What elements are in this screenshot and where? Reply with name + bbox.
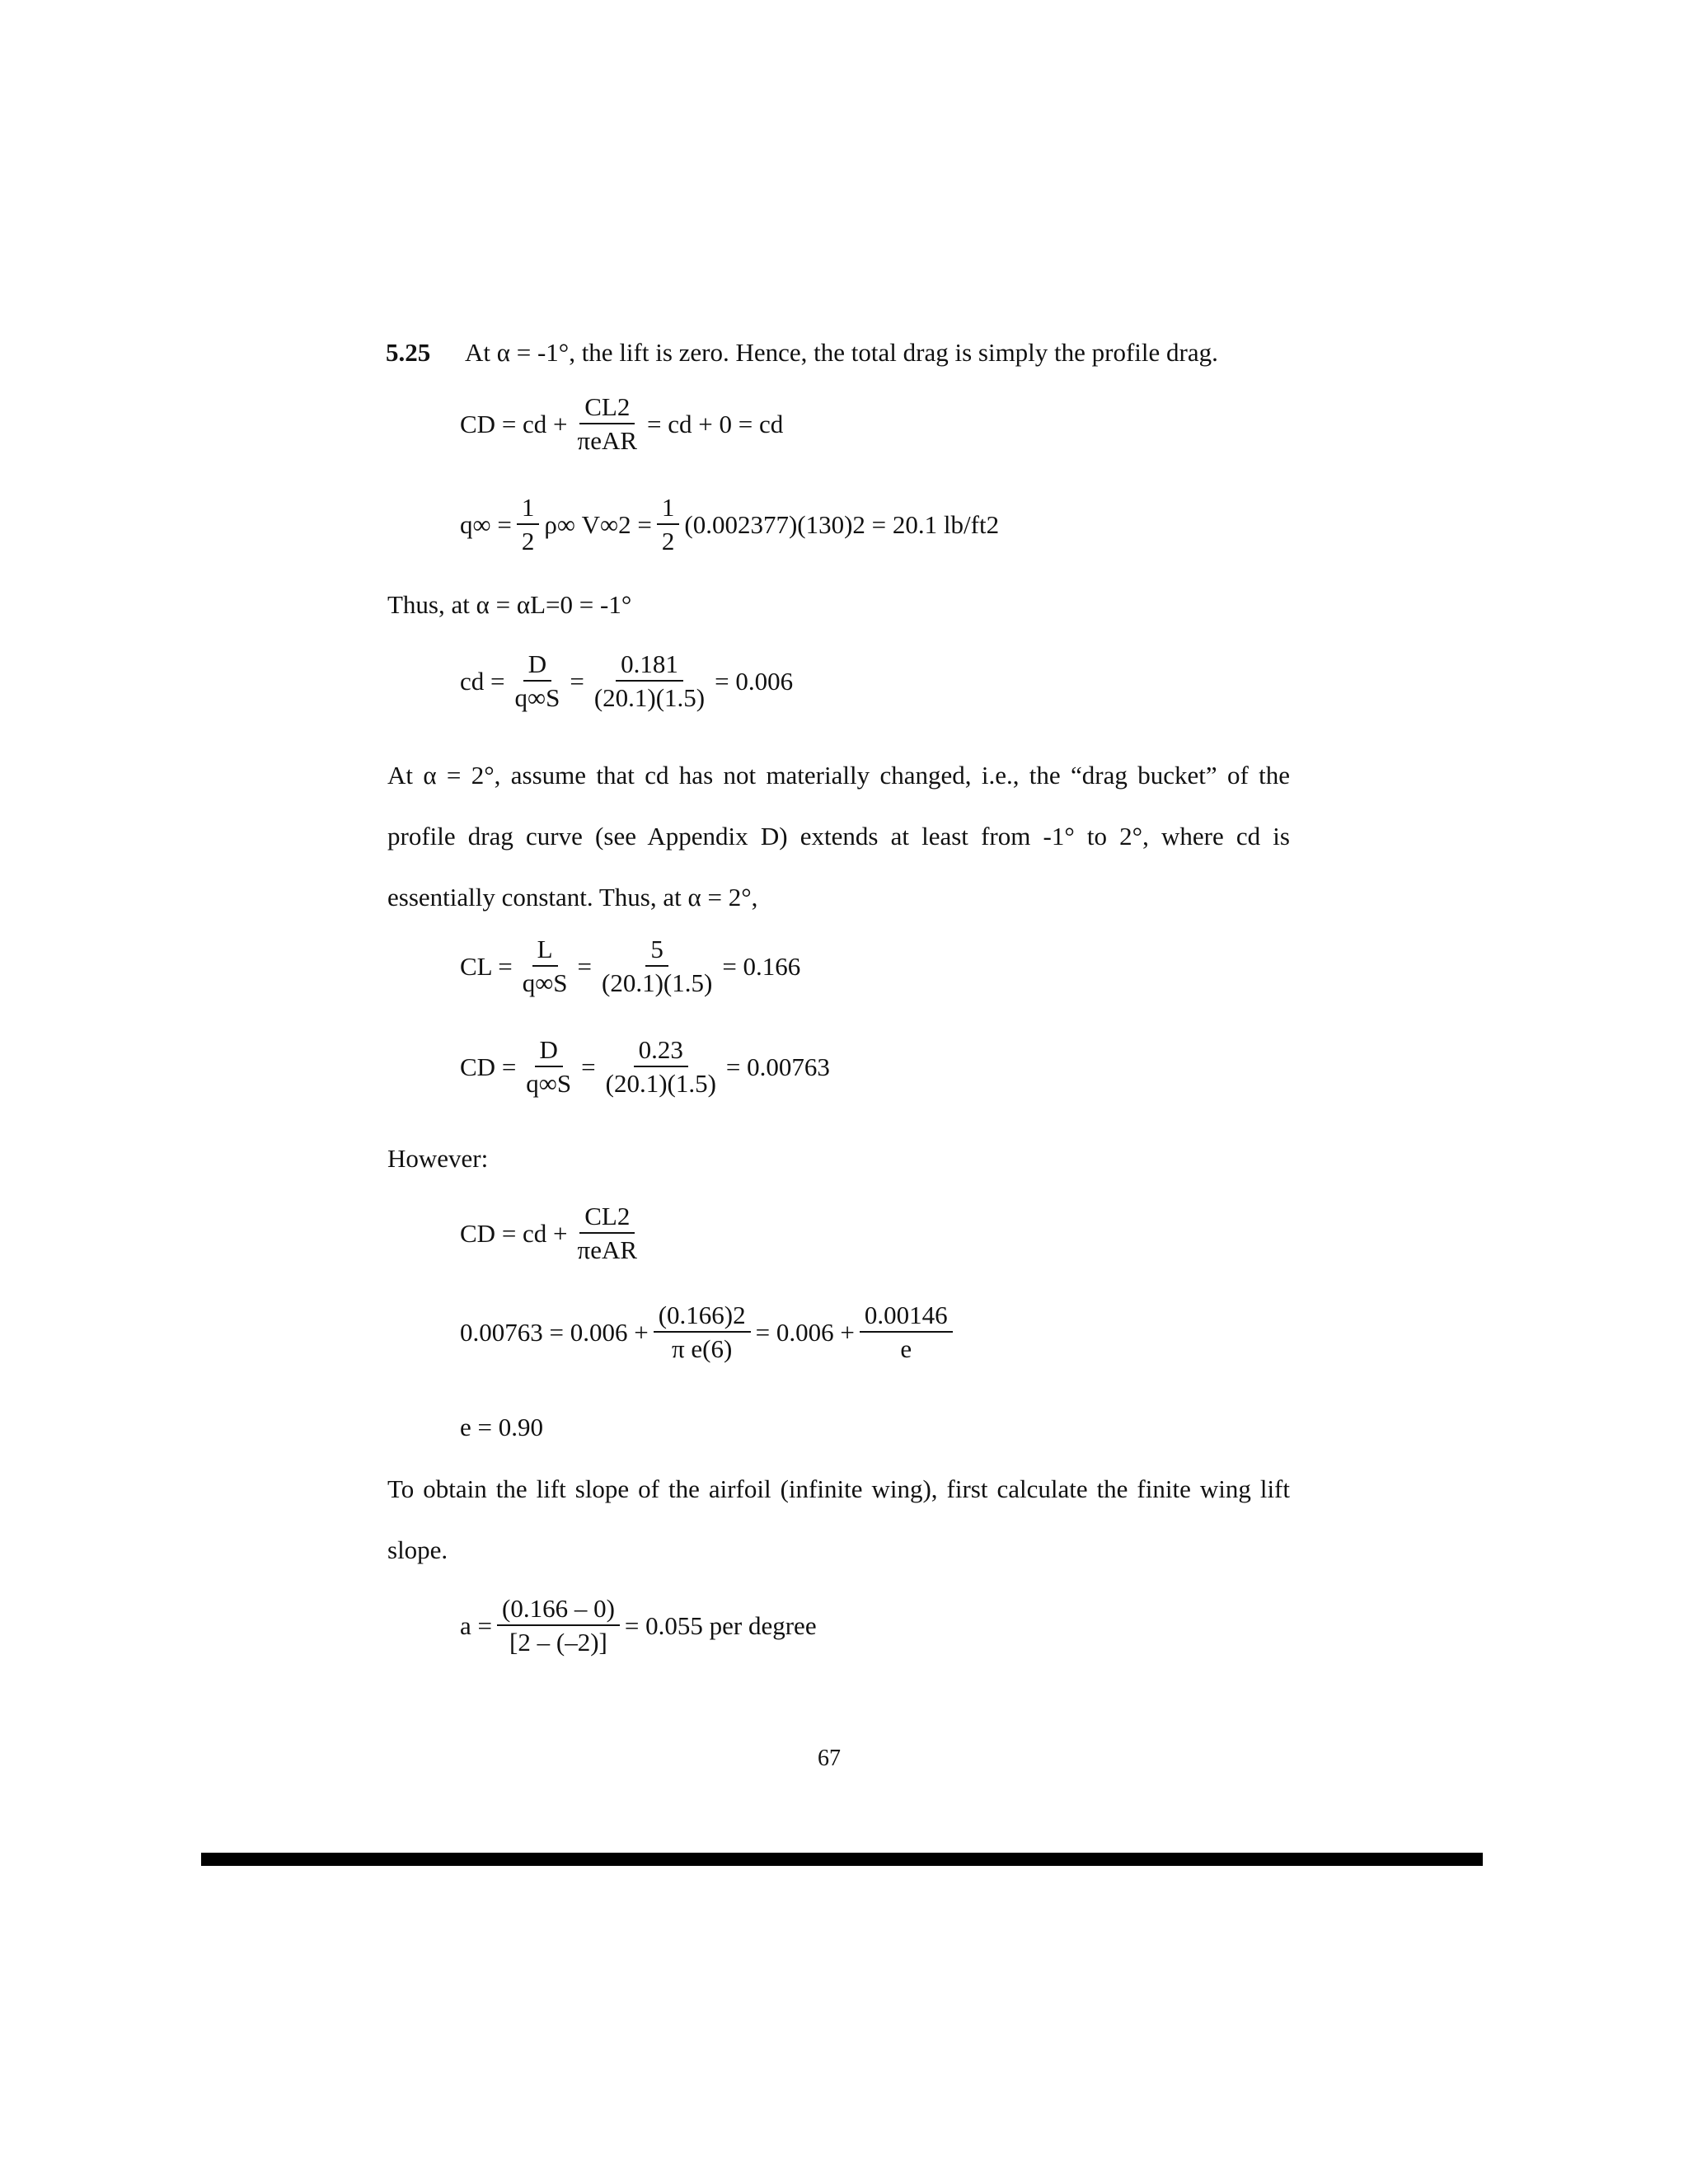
paragraph-lift-slope: To obtain the lift slope of the airfoil (infinite wing), first calculate the finite wing lift slope. bbox=[387, 1474, 1290, 1564]
eq3-den-1: q∞S bbox=[514, 683, 560, 712]
eq9-fraction bbox=[497, 1596, 620, 1655]
equation-lift-slope bbox=[460, 1596, 817, 1655]
eq5-fraction-1 bbox=[521, 1037, 576, 1096]
eq3-mid: = bbox=[570, 666, 584, 696]
equation-span-efficiency-result: e = 0.90 bbox=[460, 1413, 543, 1441]
eq9-rhs: = 0.055 per degree bbox=[624, 1610, 817, 1640]
eq2-lhs: q∞ = bbox=[460, 509, 512, 539]
eq4-den-1: q∞S bbox=[522, 968, 568, 997]
eq7-num-1: (0.166)2 bbox=[654, 1302, 751, 1333]
eq3-den-2: (20.1)(1.5) bbox=[593, 683, 706, 712]
equation-drag-polar-repeat bbox=[460, 1203, 647, 1263]
eq5-mid: = bbox=[581, 1052, 596, 1081]
eq7-den-2: e bbox=[900, 1334, 912, 1363]
eq2-half-fraction-1 bbox=[517, 494, 540, 554]
eq3-rhs: = 0.006 bbox=[715, 666, 794, 696]
eq4-num-1: L bbox=[532, 936, 558, 967]
eq1-fraction bbox=[573, 394, 642, 453]
eq7-fraction-1 bbox=[654, 1302, 751, 1361]
eq7-num-2: 0.00146 bbox=[860, 1302, 953, 1333]
eq4-rhs: = 0.166 bbox=[722, 951, 801, 981]
equation-drag-polar bbox=[460, 394, 783, 453]
eq5-den-1: q∞S bbox=[526, 1069, 572, 1098]
eq6-lhs: CD = cd + bbox=[460, 1218, 568, 1248]
eq2-mid: ρ∞ V∞2 = bbox=[544, 509, 652, 539]
eq5-rhs: = 0.00763 bbox=[725, 1052, 830, 1081]
eq5-fraction-2 bbox=[601, 1037, 721, 1096]
eq1-denominator: πeAR bbox=[577, 426, 638, 455]
equation-total-drag-coefficient bbox=[460, 1037, 830, 1096]
eq1-lhs: CD = cd + bbox=[460, 409, 568, 438]
eq2-half-den-2: 2 bbox=[661, 527, 675, 555]
page-bottom-rule bbox=[201, 1853, 1483, 1866]
eq1-numerator: CL2 bbox=[579, 394, 635, 424]
eq7-fraction-2 bbox=[860, 1302, 953, 1361]
eq7-den-1: π e(6) bbox=[672, 1334, 733, 1363]
problem-number: 5.25 bbox=[386, 338, 431, 367]
eq3-num-1: D bbox=[523, 651, 551, 682]
thus-zero-lift-line: Thus, at α = αL=0 = -1° bbox=[387, 590, 632, 619]
eq2-half-num-2: 1 bbox=[657, 494, 680, 525]
eq6-numerator: CL2 bbox=[579, 1203, 635, 1234]
eq4-num-2: 5 bbox=[645, 936, 668, 967]
eq3-fraction-2 bbox=[589, 651, 710, 710]
equation-dynamic-pressure bbox=[460, 494, 999, 554]
however-label: However: bbox=[387, 1144, 489, 1173]
eq7-lhs: 0.00763 = 0.006 + bbox=[460, 1317, 649, 1347]
eq6-fraction bbox=[573, 1203, 642, 1263]
eq3-fraction-1 bbox=[510, 651, 565, 710]
eq9-denominator: [2 – (–2)] bbox=[509, 1628, 607, 1657]
eq3-num-2: 0.181 bbox=[616, 651, 683, 682]
eq3-lhs: cd = bbox=[460, 666, 505, 696]
eq4-den-2: (20.1)(1.5) bbox=[602, 968, 713, 997]
eq4-mid: = bbox=[577, 951, 593, 981]
eq2-half-den-1: 2 bbox=[521, 527, 535, 555]
equation-span-efficiency-solve bbox=[460, 1302, 958, 1361]
eq6-denominator: πeAR bbox=[577, 1235, 638, 1264]
problem-heading bbox=[386, 340, 1218, 365]
eq5-num-2: 0.23 bbox=[634, 1037, 688, 1067]
equation-lift-coefficient bbox=[460, 936, 800, 996]
eq5-lhs: CD = bbox=[460, 1052, 517, 1081]
eq5-num-1: D bbox=[535, 1037, 563, 1067]
eq2-half-num-1: 1 bbox=[517, 494, 540, 525]
eq7-mid: = 0.006 + bbox=[755, 1317, 855, 1347]
eq4-lhs: CL = bbox=[460, 951, 513, 981]
eq4-fraction-2 bbox=[597, 936, 717, 996]
equation-profile-drag-coefficient bbox=[460, 651, 793, 710]
eq1-rhs: = cd + 0 = cd bbox=[647, 409, 784, 438]
eq4-fraction-1 bbox=[518, 936, 573, 996]
eq9-numerator: (0.166 – 0) bbox=[497, 1596, 620, 1626]
eq2-rhs: (0.002377)(130)2 = 20.1 lb/ft2 bbox=[684, 509, 1000, 539]
eq9-lhs: a = bbox=[460, 1610, 492, 1640]
problem-intro: At α = -1°, the lift is zero. Hence, the total drag is simply the profile drag. bbox=[465, 338, 1218, 367]
page-number: 67 bbox=[818, 1746, 841, 1771]
eq2-half-fraction-2 bbox=[657, 494, 680, 554]
paragraph-drag-bucket: At α = 2°, assume that cd has not materially changed, i.e., the “drag bucket” of the profile drag curve (see Appendix D) extends at least from -1° to 2°, where cd is essentially constant. Thus, at α = 2°, bbox=[387, 761, 1290, 912]
eq5-den-2: (20.1)(1.5) bbox=[605, 1069, 716, 1098]
